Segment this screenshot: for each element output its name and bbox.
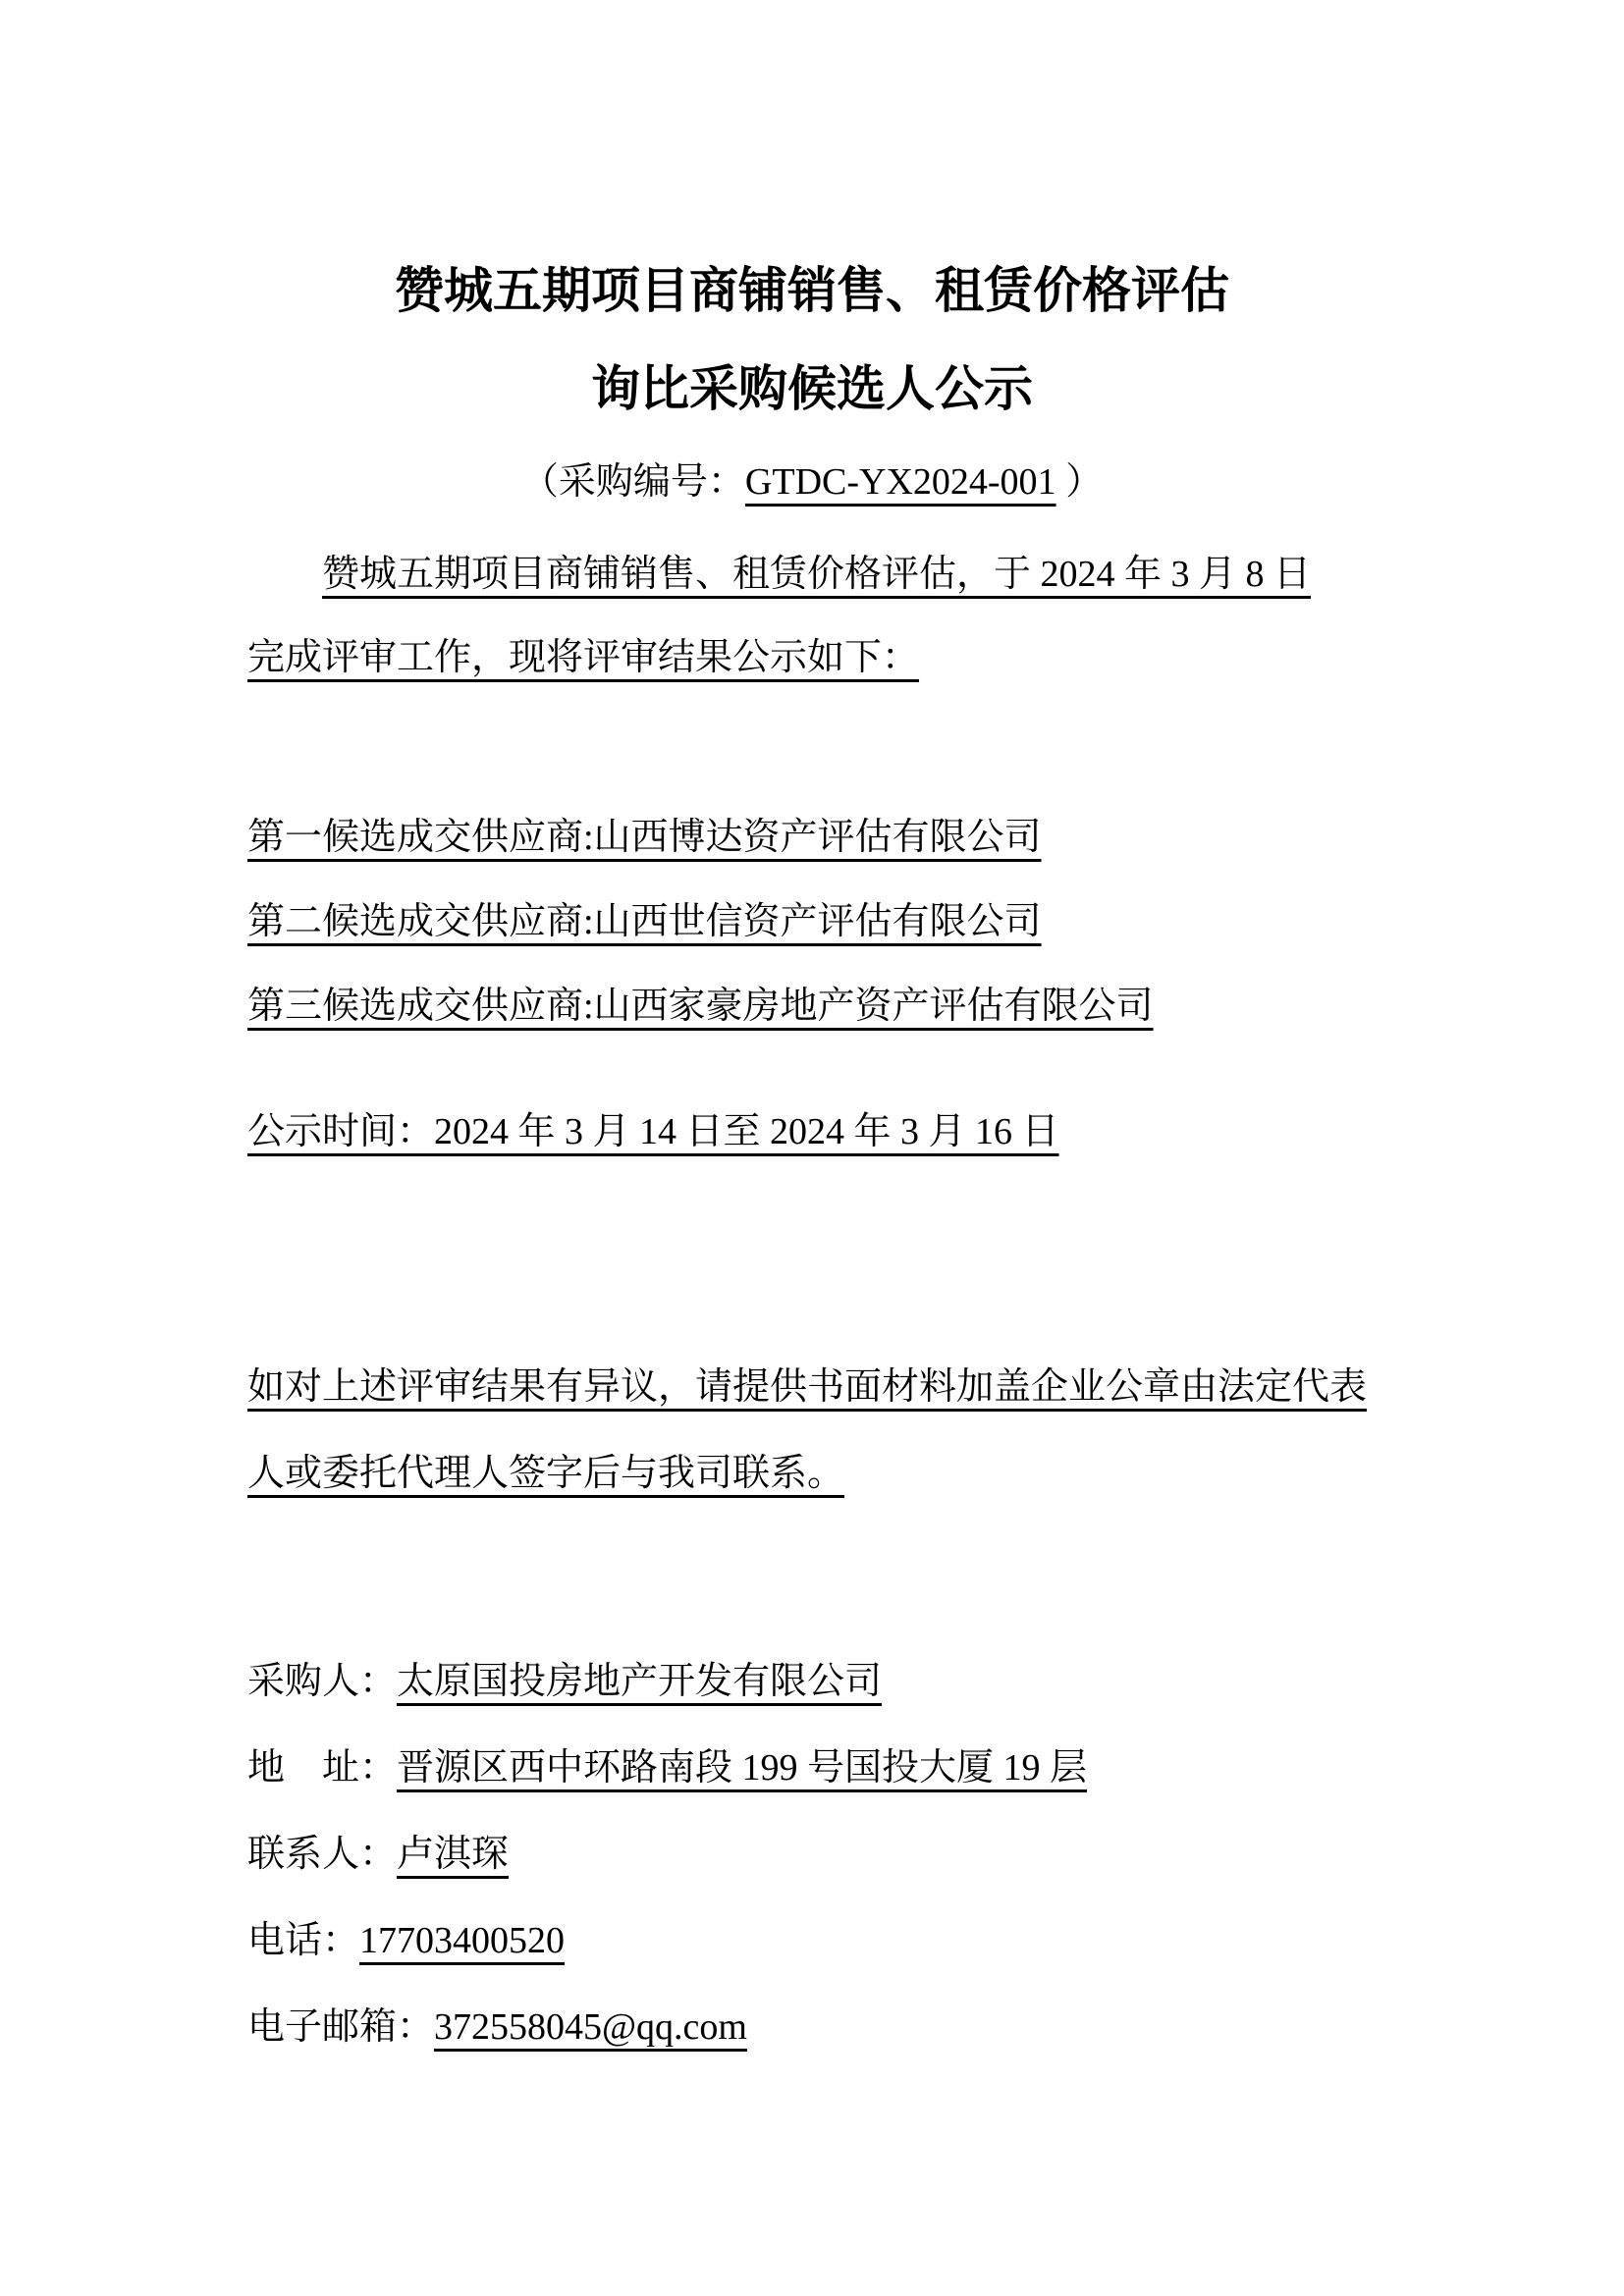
objection-line-1: 如对上述评审结果有异议，请提供书面材料加盖企业公章由法定代表 (247, 1366, 1368, 1408)
address-label: 地 址： (247, 1747, 398, 1789)
procurement-number-line (247, 459, 1377, 505)
objection-line-2: 人或委托代理人签字后与我司联系。 (247, 1453, 845, 1494)
candidate-line: 第三候选成交供应商:山西家豪房地产资产评估有限公司 (247, 986, 1154, 1027)
procurement-number-prefix: （采购编号： (520, 461, 745, 503)
phone-line (247, 1918, 1377, 1963)
purchaser-label: 采购人： (247, 1661, 398, 1702)
publicity-period-line: 公示时间：2024 年 3 月 14 日至 2024 年 3 月 16 日 (247, 1111, 1059, 1152)
contact-person-label: 联系人： (247, 1834, 398, 1875)
email-value: 372558045@qq.com (434, 2006, 747, 2048)
contact-person-line (247, 1832, 1377, 1877)
purchaser-value: 太原国投房地产开发有限公司 (397, 1661, 883, 1702)
document-title-line-1: 赞城五期项目商铺销售、租赁价格评估 (395, 263, 1229, 318)
intro-line-1: 赞城五期项目商铺销售、租赁价格评估，于 2024 年 3 月 8 日 (322, 554, 1312, 595)
address-line (247, 1745, 1377, 1790)
procurement-number-suffix: ） (1056, 461, 1104, 503)
procurement-number-code: GTDC-YX2024-001 (744, 461, 1056, 503)
contact-person-value: 卢淇琛 (397, 1834, 510, 1875)
candidate-line: 第一候选成交供应商:山西博达资产评估有限公司 (247, 817, 1042, 858)
candidate-line: 第二候选成交供应商:山西世信资产评估有限公司 (247, 901, 1042, 942)
address-value: 晋源区西中环路南段 199 号国投大厦 19 层 (397, 1747, 1088, 1789)
document-body (247, 0, 1377, 2050)
phone-label: 电话： (247, 1920, 360, 1961)
document-title-line-2: 询比采购候选人公示 (591, 361, 1033, 416)
email-label: 电子邮箱： (247, 2006, 435, 2048)
intro-line-2: 完成评审工作，现将评审结果公示如下： (247, 637, 920, 678)
phone-value: 17703400520 (359, 1920, 566, 1961)
purchaser-line (247, 1659, 1377, 1704)
email-line (247, 2004, 1377, 2050)
